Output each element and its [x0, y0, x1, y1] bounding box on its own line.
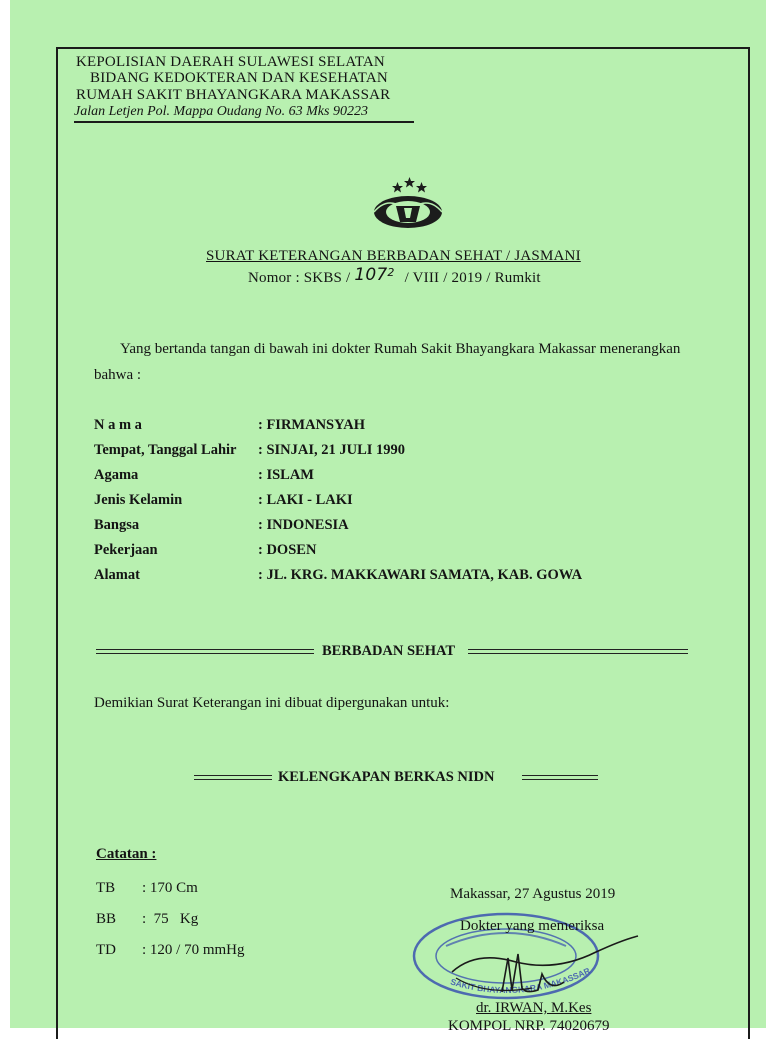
field-value-gender: : LAKI - LAKI: [258, 492, 353, 508]
doctor-name: dr. IRWAN, M.Kes: [476, 1000, 592, 1016]
note-value-pressure: : 120 / 70 mmHg: [142, 942, 245, 958]
note-label-height: TB: [96, 880, 116, 896]
signature-place-date: Makassar, 27 Agustus 2019: [450, 886, 616, 902]
purpose-statement: Demikian Surat Keterangan ini dibuat dipergunakan untuk:: [94, 695, 450, 711]
purpose-value: KELENGKAPAN BERKAS NIDN: [278, 769, 495, 785]
purpose-rule-left: [194, 775, 272, 780]
document-sheet: [10, 0, 766, 1034]
header-division: BIDANG KEDOKTERAN DAN KESEHATAN: [90, 70, 388, 86]
stamp-text: SAKIT BHAYANGKARA MAKASSAR: [449, 965, 592, 996]
result-rule-left: [96, 649, 314, 654]
field-label-name: N a m a: [94, 417, 142, 433]
note-value-weight: : 75 Kg: [142, 911, 199, 927]
document-title: SURAT KETERANGAN BERBADAN SEHAT / JASMANI: [206, 248, 581, 264]
field-label-occupation: Pekerjaan: [94, 542, 158, 558]
handwritten-superscript: 2: [387, 266, 395, 279]
note-value-height: : 170 Cm: [142, 880, 198, 896]
note-label-weight: BB: [96, 911, 117, 927]
field-value-address: : JL. KRG. MAKKAWARI SAMATA, KAB. GOWA: [258, 567, 583, 583]
header-institution: KEPOLISIAN DAERAH SULAWESI SELATAN: [76, 54, 385, 70]
purpose-rule-right: [522, 775, 598, 780]
field-value-nationality: : INDONESIA: [258, 517, 349, 533]
document-number: [248, 266, 541, 287]
note-label-pressure: TD: [96, 942, 116, 958]
intro-line-1: Yang bertanda tangan di bawah ini dokter Rumah Sakit Bhayangkara Makassar menerangkan: [120, 341, 681, 357]
field-value-name: : FIRMANSYAH: [258, 417, 366, 433]
handwritten-number: 107: [354, 265, 388, 285]
police-emblem-icon: [366, 176, 450, 232]
header-address: Jalan Letjen Pol. Mappa Oudang No. 63 Mks 90223: [74, 104, 414, 123]
field-value-occupation: : DOSEN: [258, 542, 317, 558]
field-label-address: Alamat: [94, 567, 140, 583]
notes-title: Catatan :: [96, 846, 157, 862]
handwritten-signature-icon: [446, 930, 646, 1006]
field-label-birth: Tempat, Tanggal Lahir: [94, 442, 237, 458]
health-result: BERBADAN SEHAT: [322, 643, 456, 659]
field-label-religion: Agama: [94, 467, 139, 483]
field-value-birth: : SINJAI, 21 JULI 1990: [258, 442, 406, 458]
field-label-gender: Jenis Kelamin: [94, 492, 183, 508]
result-rule-right: [468, 649, 688, 654]
number-suffix: / VIII / 2019 / Rumkit: [404, 270, 541, 286]
signature-role: Dokter yang memeriksa: [460, 918, 605, 934]
field-value-religion: : ISLAM: [258, 467, 314, 483]
header-hospital: RUMAH SAKIT BHAYANGKARA MAKASSAR: [76, 87, 391, 103]
field-label-nationality: Bangsa: [94, 517, 140, 533]
intro-line-2: bahwa :: [94, 367, 142, 383]
number-prefix: Nomor : SKBS /: [248, 270, 351, 286]
doctor-rank: KOMPOL NRP. 74020679: [448, 1018, 610, 1034]
